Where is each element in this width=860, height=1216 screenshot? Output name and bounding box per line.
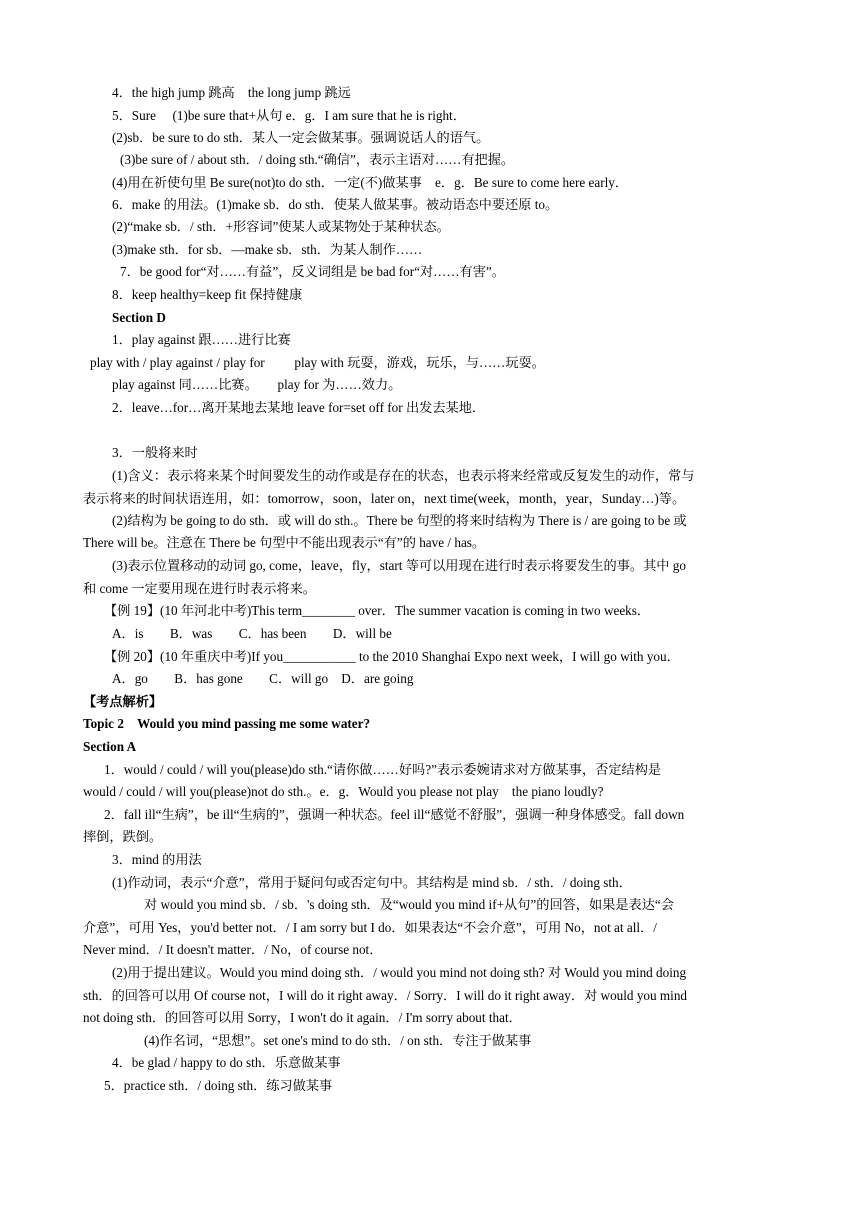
text-line: 6．make 的用法。(1)make sb．do sth．使某人做某事。被动语态中要还原 to。 [112, 197, 559, 212]
text-line: 1．would / could / will you(please)do sth.“请你做……好吗?”表示委婉请求对方做某事，否定结构是 [104, 762, 662, 777]
text-line: 介意”，可用 Yes，you'd better not．/ I am sorry but I do．如果表达“不会介意”，可用 No，not at all．/ [83, 920, 657, 935]
text-line: 摔倒，跌倒。 [83, 829, 163, 844]
text-line: (2)“make sb．/ sth．+形容词”使某人或某物处于某种状态。 [112, 219, 450, 234]
text-line: play against 同……比赛。 play for 为……效力。 [112, 377, 402, 392]
answer-options: A．go B．has gone C．will go D．are going [112, 671, 414, 686]
text-line: sth．的回答可以用 Of course not，I will do it right away．/ Sorry．I will do it right away．对 would you mind [83, 988, 688, 1003]
text-line: not doing sth．的回答可以用 Sorry，I won't do it again．/ I'm sorry about that． [83, 1010, 522, 1025]
text-line: (3)表示位置移动的动词 go, come，leave，fly，start 等可以用现在进行时表示将要发生的事。其中 go [112, 558, 686, 573]
section-heading: 【考点解析】 [83, 694, 163, 709]
text-line: 表示将来的时间状语连用，如：tomorrow，soon，later on，next time(week，month，year，Sunday…)等。 [83, 491, 686, 506]
text-line: 3．mind 的用法 [112, 852, 202, 867]
text-line: 和 come 一定要用现在进行时表示将来。 [83, 581, 316, 596]
text-line: (4)作名词，“思想”。set one's mind to do sth．/ on sth．专注于做某事 [144, 1033, 532, 1048]
text-line: (3)be sure of / about sth．/ doing sth.“确信”，表示主语对……有把握。 [120, 152, 515, 167]
text-line: 4．be glad / happy to do sth．乐意做某事 [112, 1055, 341, 1070]
section-heading: Section D [112, 310, 166, 325]
text-line: 4．the high jump 跳高 the long jump 跳远 [112, 85, 351, 100]
text-line: play with / play against / play for play with 玩耍，游戏，玩乐，与……玩耍。 [90, 355, 545, 370]
topic-heading: Topic 2 Would you mind passing me some water? [83, 716, 371, 731]
example-question: 【例 19】(10 年河北中考)This term________ over．The summer vacation is coming in two weeks． [104, 603, 651, 618]
text-line: 8．keep healthy=keep fit 保持健康 [112, 287, 303, 302]
text-line: (4)用在祈使句里 Be sure(not)to do sth．一定(不)做某事 e．g．Be sure to come here early． [112, 175, 629, 190]
text-line: (2)结构为 be going to do sth．或 will do sth.。There be 句型的将来时结构为 There is / are going to be 或 [112, 513, 687, 528]
text-line: 5．practice sth．/ doing sth．练习做某事 [104, 1078, 333, 1093]
answer-options: A．is B．was C．has been D．will be [112, 626, 392, 641]
text-line: Never mind．/ It doesn't matter．/ No，of course not． [83, 942, 383, 957]
text-line: (1)作动词，表示“介意”，常用于疑问句或否定句中。其结构是 mind sb．/ sth．/ doing sth． [112, 875, 632, 890]
section-heading: Section A [83, 739, 137, 754]
text-line: There will be。注意在 There be 句型中不能出现表示“有”的 have / has。 [83, 535, 486, 550]
text-line: (1)含义：表示将来某个时间要发生的动作或是存在的状态，也表示将来经常或反复发生的动作，常与 [112, 468, 695, 483]
text-line: 3．一般将来时 [112, 445, 198, 460]
text-line: (3)make sth．for sb．—make sb．sth．为某人制作…… [112, 242, 423, 257]
example-question: 【例 20】(10 年重庆中考)If you___________ to the 2010 Shanghai Expo next week，I will go with you． [104, 649, 680, 664]
text-line: 5．Sure (1)be sure that+从句 e．g．I am sure that he is right． [112, 108, 466, 123]
text-line: (2)用于提出建议。Would you mind doing sth．/ would you mind not doing sth? 对 Would you mind doing [112, 965, 687, 980]
text-line: 2．fall ill“生病”，be ill“生病的”，强调一种状态。feel ill“感觉不舒服”，强调一种身体感受。fall down [104, 807, 685, 822]
text-line: 对 would you mind sb．/ sb．'s doing sth．及“would you mind if+从句”的回答，如果是表达“会 [144, 897, 674, 912]
text-line: 1．play against 跟……进行比赛 [112, 332, 291, 347]
text-line: (2)sb．be sure to do sth．某人一定会做某事。强调说话人的语气。 [112, 130, 490, 145]
text-line: 2．leave…for…离开某地去某地 leave for=set off for 出发去某地． [112, 400, 486, 415]
text-line: 7．be good for“对……有益”，反义词组是 be bad for“对……有害”。 [120, 264, 505, 279]
text-line: would / could / will you(please)not do sth.。e．g．Would you please not play the piano loudly? [83, 784, 604, 799]
